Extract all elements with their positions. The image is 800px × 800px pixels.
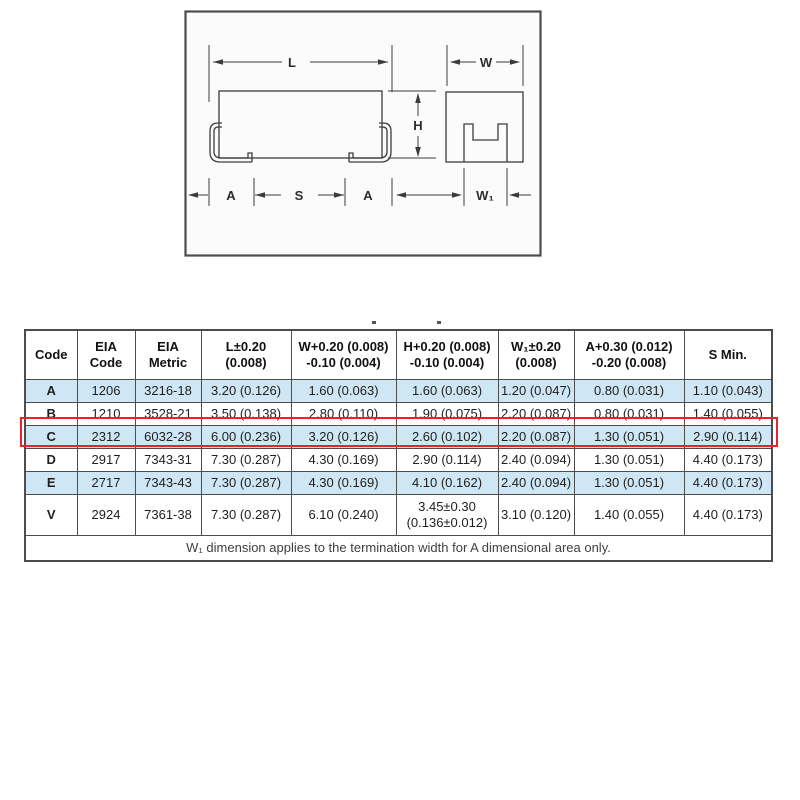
cell-s-min: 1.40 (0.055): [684, 403, 772, 426]
cell-eia-code: 1206: [77, 380, 135, 403]
cell-A: 0.80 (0.031): [574, 380, 684, 403]
dimensions-table: [24, 329, 773, 562]
cell-H: 1.60 (0.063): [396, 380, 498, 403]
cell-eia-code: 2924: [77, 495, 135, 536]
col-header-eia-metric: EIA Metric: [135, 330, 201, 380]
cell-A: 1.40 (0.055): [574, 495, 684, 536]
cell-eia-metric: 6032-28: [135, 426, 201, 449]
cell-W1: 2.20 (0.087): [498, 426, 574, 449]
cell-L: 3.50 (0.138): [201, 403, 291, 426]
cell-eia-metric: 3216-18: [135, 380, 201, 403]
table-row-C-highlighted: [25, 426, 772, 449]
cell-A: 1.30 (0.051): [574, 449, 684, 472]
cell-H: 3.45±0.30 (0.136±0.012): [396, 495, 498, 536]
cell-eia-code: 2717: [77, 472, 135, 495]
label-W: W: [479, 55, 493, 70]
cell-A: 0.80 (0.031): [574, 403, 684, 426]
table-row-V: [25, 495, 772, 536]
cell-A: 1.30 (0.051): [574, 472, 684, 495]
cell-W1: 1.20 (0.047): [498, 380, 574, 403]
table-row-B: [25, 403, 772, 426]
label-L: L: [288, 55, 296, 70]
cell-eia-metric: 3528-21: [135, 403, 201, 426]
cell-s-min: 4.40 (0.173): [684, 472, 772, 495]
cell-W: 6.10 (0.240): [291, 495, 396, 536]
table-row-E: [25, 472, 772, 495]
cell-W: 4.30 (0.169): [291, 472, 396, 495]
table-row-A: [25, 380, 772, 403]
diagram-frame: [186, 12, 541, 256]
cell-H: 4.10 (0.162): [396, 472, 498, 495]
cell-code: E: [25, 472, 77, 495]
cell-L: 3.20 (0.126): [201, 380, 291, 403]
cell-A: 1.30 (0.051): [574, 426, 684, 449]
cell-W: 4.30 (0.169): [291, 449, 396, 472]
col-header-W1: W₁±0.20 (0.008): [498, 330, 574, 380]
cell-code: C: [25, 426, 77, 449]
footnote-row: [25, 536, 772, 562]
package-outline-diagram: [184, 10, 542, 257]
label-A-left: A: [226, 188, 236, 203]
cell-H: 2.60 (0.102): [396, 426, 498, 449]
col-header-eia-code: EIA Code: [77, 330, 135, 380]
label-H: H: [413, 118, 423, 133]
label-W1: W₁: [476, 188, 494, 203]
cell-W: 2.80 (0.110): [291, 403, 396, 426]
cell-eia-metric: 7343-31: [135, 449, 201, 472]
col-header-H: H+0.20 (0.008) -0.10 (0.004): [396, 330, 498, 380]
cell-code: B: [25, 403, 77, 426]
col-header-L: L±0.20 (0.008): [201, 330, 291, 380]
cell-eia-metric: 7361-38: [135, 495, 201, 536]
cell-L: 7.30 (0.287): [201, 472, 291, 495]
cell-eia-code: 2312: [77, 426, 135, 449]
cell-code: D: [25, 449, 77, 472]
cell-W: 1.60 (0.063): [291, 380, 396, 403]
cell-H: 2.90 (0.114): [396, 449, 498, 472]
header-row: [25, 330, 772, 380]
cell-W1: 2.40 (0.094): [498, 472, 574, 495]
col-header-W: W+0.20 (0.008) -0.10 (0.004): [291, 330, 396, 380]
footnote-text: W₁ dimension applies to the termination width for A dimensional area only.: [25, 536, 772, 562]
cell-W1: 3.10 (0.120): [498, 495, 574, 536]
col-header-s-min: S Min.: [684, 330, 772, 380]
cell-eia-metric: 7343-43: [135, 472, 201, 495]
cell-s-min: 2.90 (0.114): [684, 426, 772, 449]
cropped-text-remnant: [437, 321, 441, 324]
table-row-D: [25, 449, 772, 472]
cell-code: A: [25, 380, 77, 403]
cell-s-min: 4.40 (0.173): [684, 495, 772, 536]
cell-eia-code: 2917: [77, 449, 135, 472]
label-S: S: [294, 188, 304, 203]
cell-H: 1.90 (0.075): [396, 403, 498, 426]
cropped-text-remnant: [372, 321, 376, 324]
col-header-A: A+0.30 (0.012) -0.20 (0.008): [574, 330, 684, 380]
cell-s-min: 1.10 (0.043): [684, 380, 772, 403]
cell-W1: 2.40 (0.094): [498, 449, 574, 472]
dimension-drawing: [184, 10, 542, 257]
cell-s-min: 4.40 (0.173): [684, 449, 772, 472]
cell-code: V: [25, 495, 77, 536]
cell-W: 3.20 (0.126): [291, 426, 396, 449]
cell-L: 7.30 (0.287): [201, 495, 291, 536]
cell-W1: 2.20 (0.087): [498, 403, 574, 426]
cell-L: 6.00 (0.236): [201, 426, 291, 449]
label-A-right: A: [363, 188, 373, 203]
cell-L: 7.30 (0.287): [201, 449, 291, 472]
cell-eia-code: 1210: [77, 403, 135, 426]
col-header-code: Code: [25, 330, 77, 380]
